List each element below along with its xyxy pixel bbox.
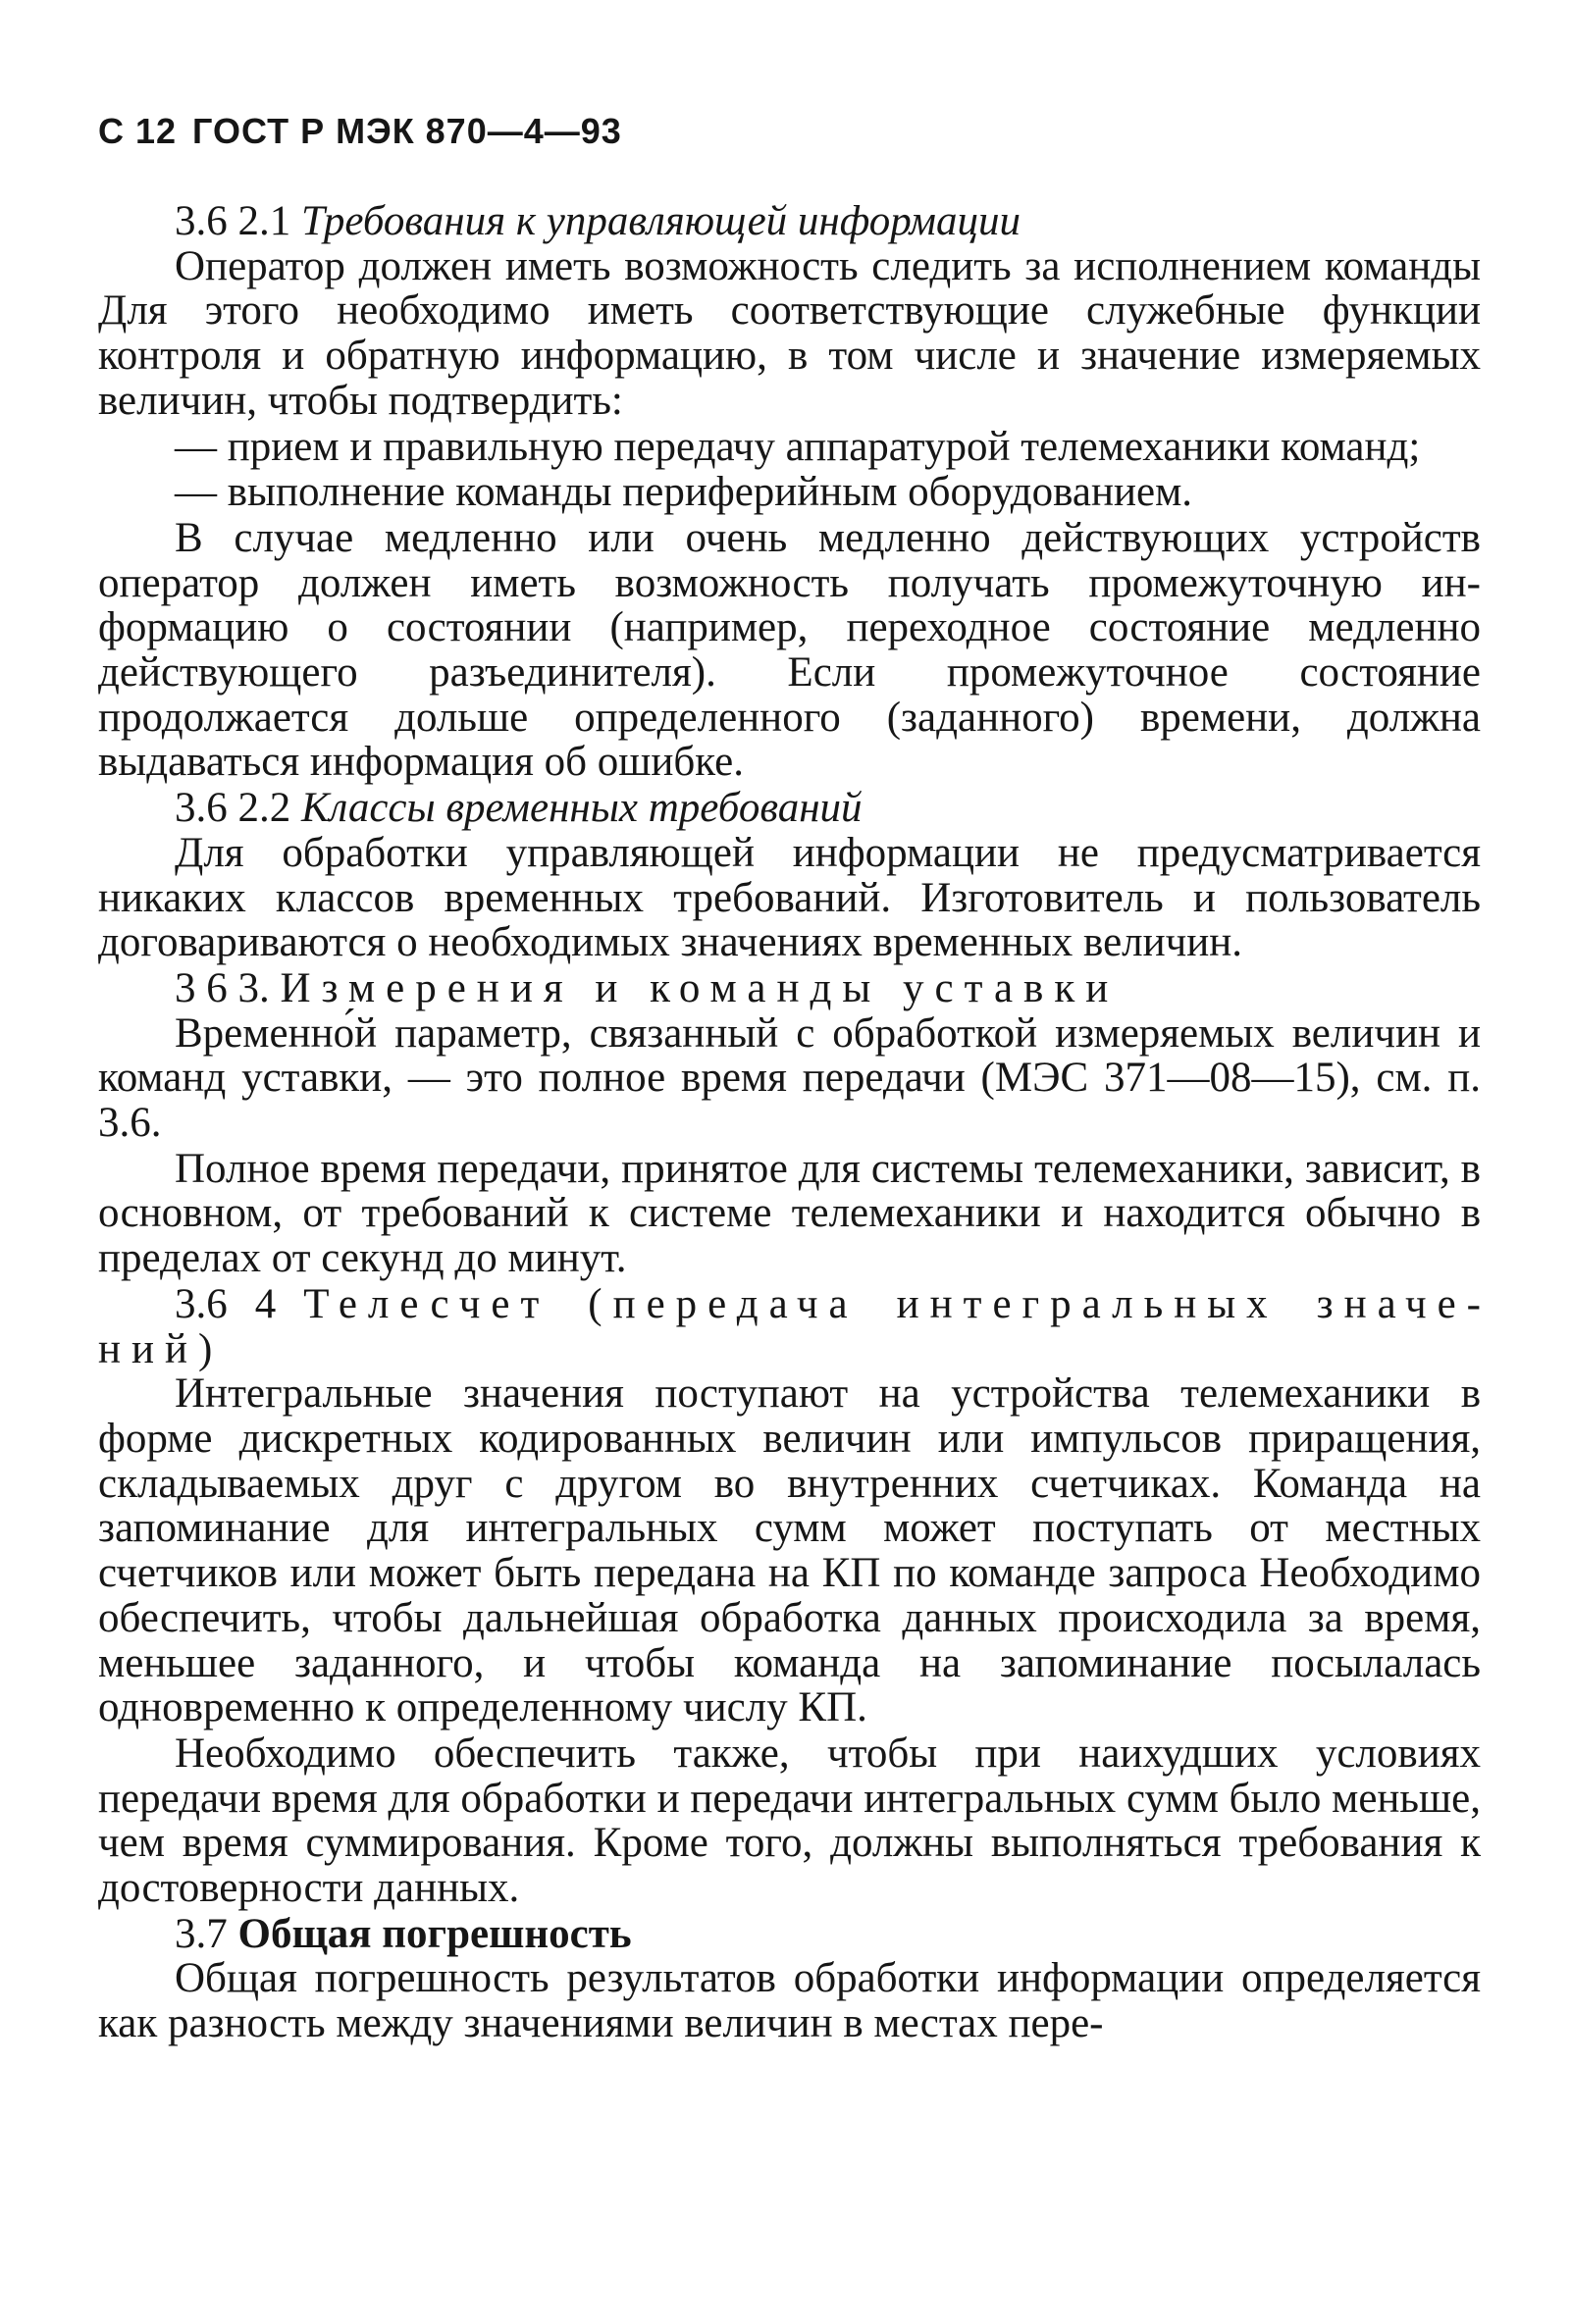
page-number: С 12 [98,111,178,151]
section-heading-3621 [98,199,1481,244]
paragraph: Временно́й параметр, связанный с обработкой измеряемых величин и команд уставки, — это полное время передачи (МЭС 371—08—15), см. п. 3.6. [98,1009,1481,1147]
paragraph: В случае медленно или очень медленно действующих устройств оператор должен иметь возможность получать промежуточную информацию о состоянии (например, переходное состояние медленно действующего разъединителя). Если промежуточное состояние продолжается дольше определенного (заданного) времени, должна выдаваться информация об ошибке. [98,514,1481,786]
section-title: Требования к управляющей информации [301,198,1021,244]
section-heading-3622 [98,786,1481,831]
section-number: 3.7 [175,1910,228,1957]
paragraph: Оператор должен иметь возможность следить за исполнением команды Для этого необходимо иметь соответствующие служебные функции контроля и обратную информацию, в том числе и значение измеряемых величин, чтобы подтвердить: [98,242,1481,424]
paragraph: Необходимо обеспечить также, чтобы при наихудших условиях передачи время для обработки и передачи интегральных сумм было меньше, чем время суммирования. Кроме того, должны выполняться требования к достоверности данных. [98,1730,1481,1912]
list-item: — прием и правильную передачу аппаратурой телемеханики команд; [175,423,1421,470]
section-number: 3.6 4 [175,1280,277,1327]
section-heading-37 [98,1912,1481,1957]
section-heading-364 [98,1282,1481,1371]
paragraph: Общая погрешность результатов обработки информации определяется как разность между значениями величин в местах пере- [98,1955,1481,2047]
list-item: — выполнение команды периферийным оборудованием. [175,469,1193,516]
section-title: Телесчет (передача интегральных значений) [98,1280,1481,1372]
paragraph: Полное время передачи, принятое для системы телемеханики, зависит, в основном, от требований к системе телемеханики и находится обычно в пределах от секунд до минут. [98,1145,1481,1282]
section-number: 3.6 2.1 [175,198,291,244]
section-heading-363 [98,966,1481,1011]
section-number: 3.6 2.2 [175,785,291,832]
paragraph: Для обработки управляющей информации не предусматривается никаких классов временных требований. Изготовитель и пользователь договариваются о необходимых значениях временных величин. [98,829,1481,966]
page-header [98,110,1481,153]
section-title: Измерения и команды уставки [280,964,1120,1011]
paragraph: Интегральные значения поступают на устройства телемеханики в форме дискретных кодированных величин или импульсов приращения, складываемых друг с другом во внутренних счетчиках. Команда на запоминание для интегральных сумм может поступать от местных счетчиков или может быть передана на КП по команде запроса Необходимо обеспечить, чтобы дальнейшая обработка данных происходила за время, меньшее заданного, и чтобы команда на запоминание посылалась одновременно к определенному числу КП. [98,1370,1481,1731]
section-title: Классы временных требований [301,785,863,832]
section-title: Общая погрешность [237,1910,632,1957]
standard-designation: ГОСТ Р МЭК 870—4—93 [192,111,622,151]
section-number: 3 6 3. [175,964,270,1011]
